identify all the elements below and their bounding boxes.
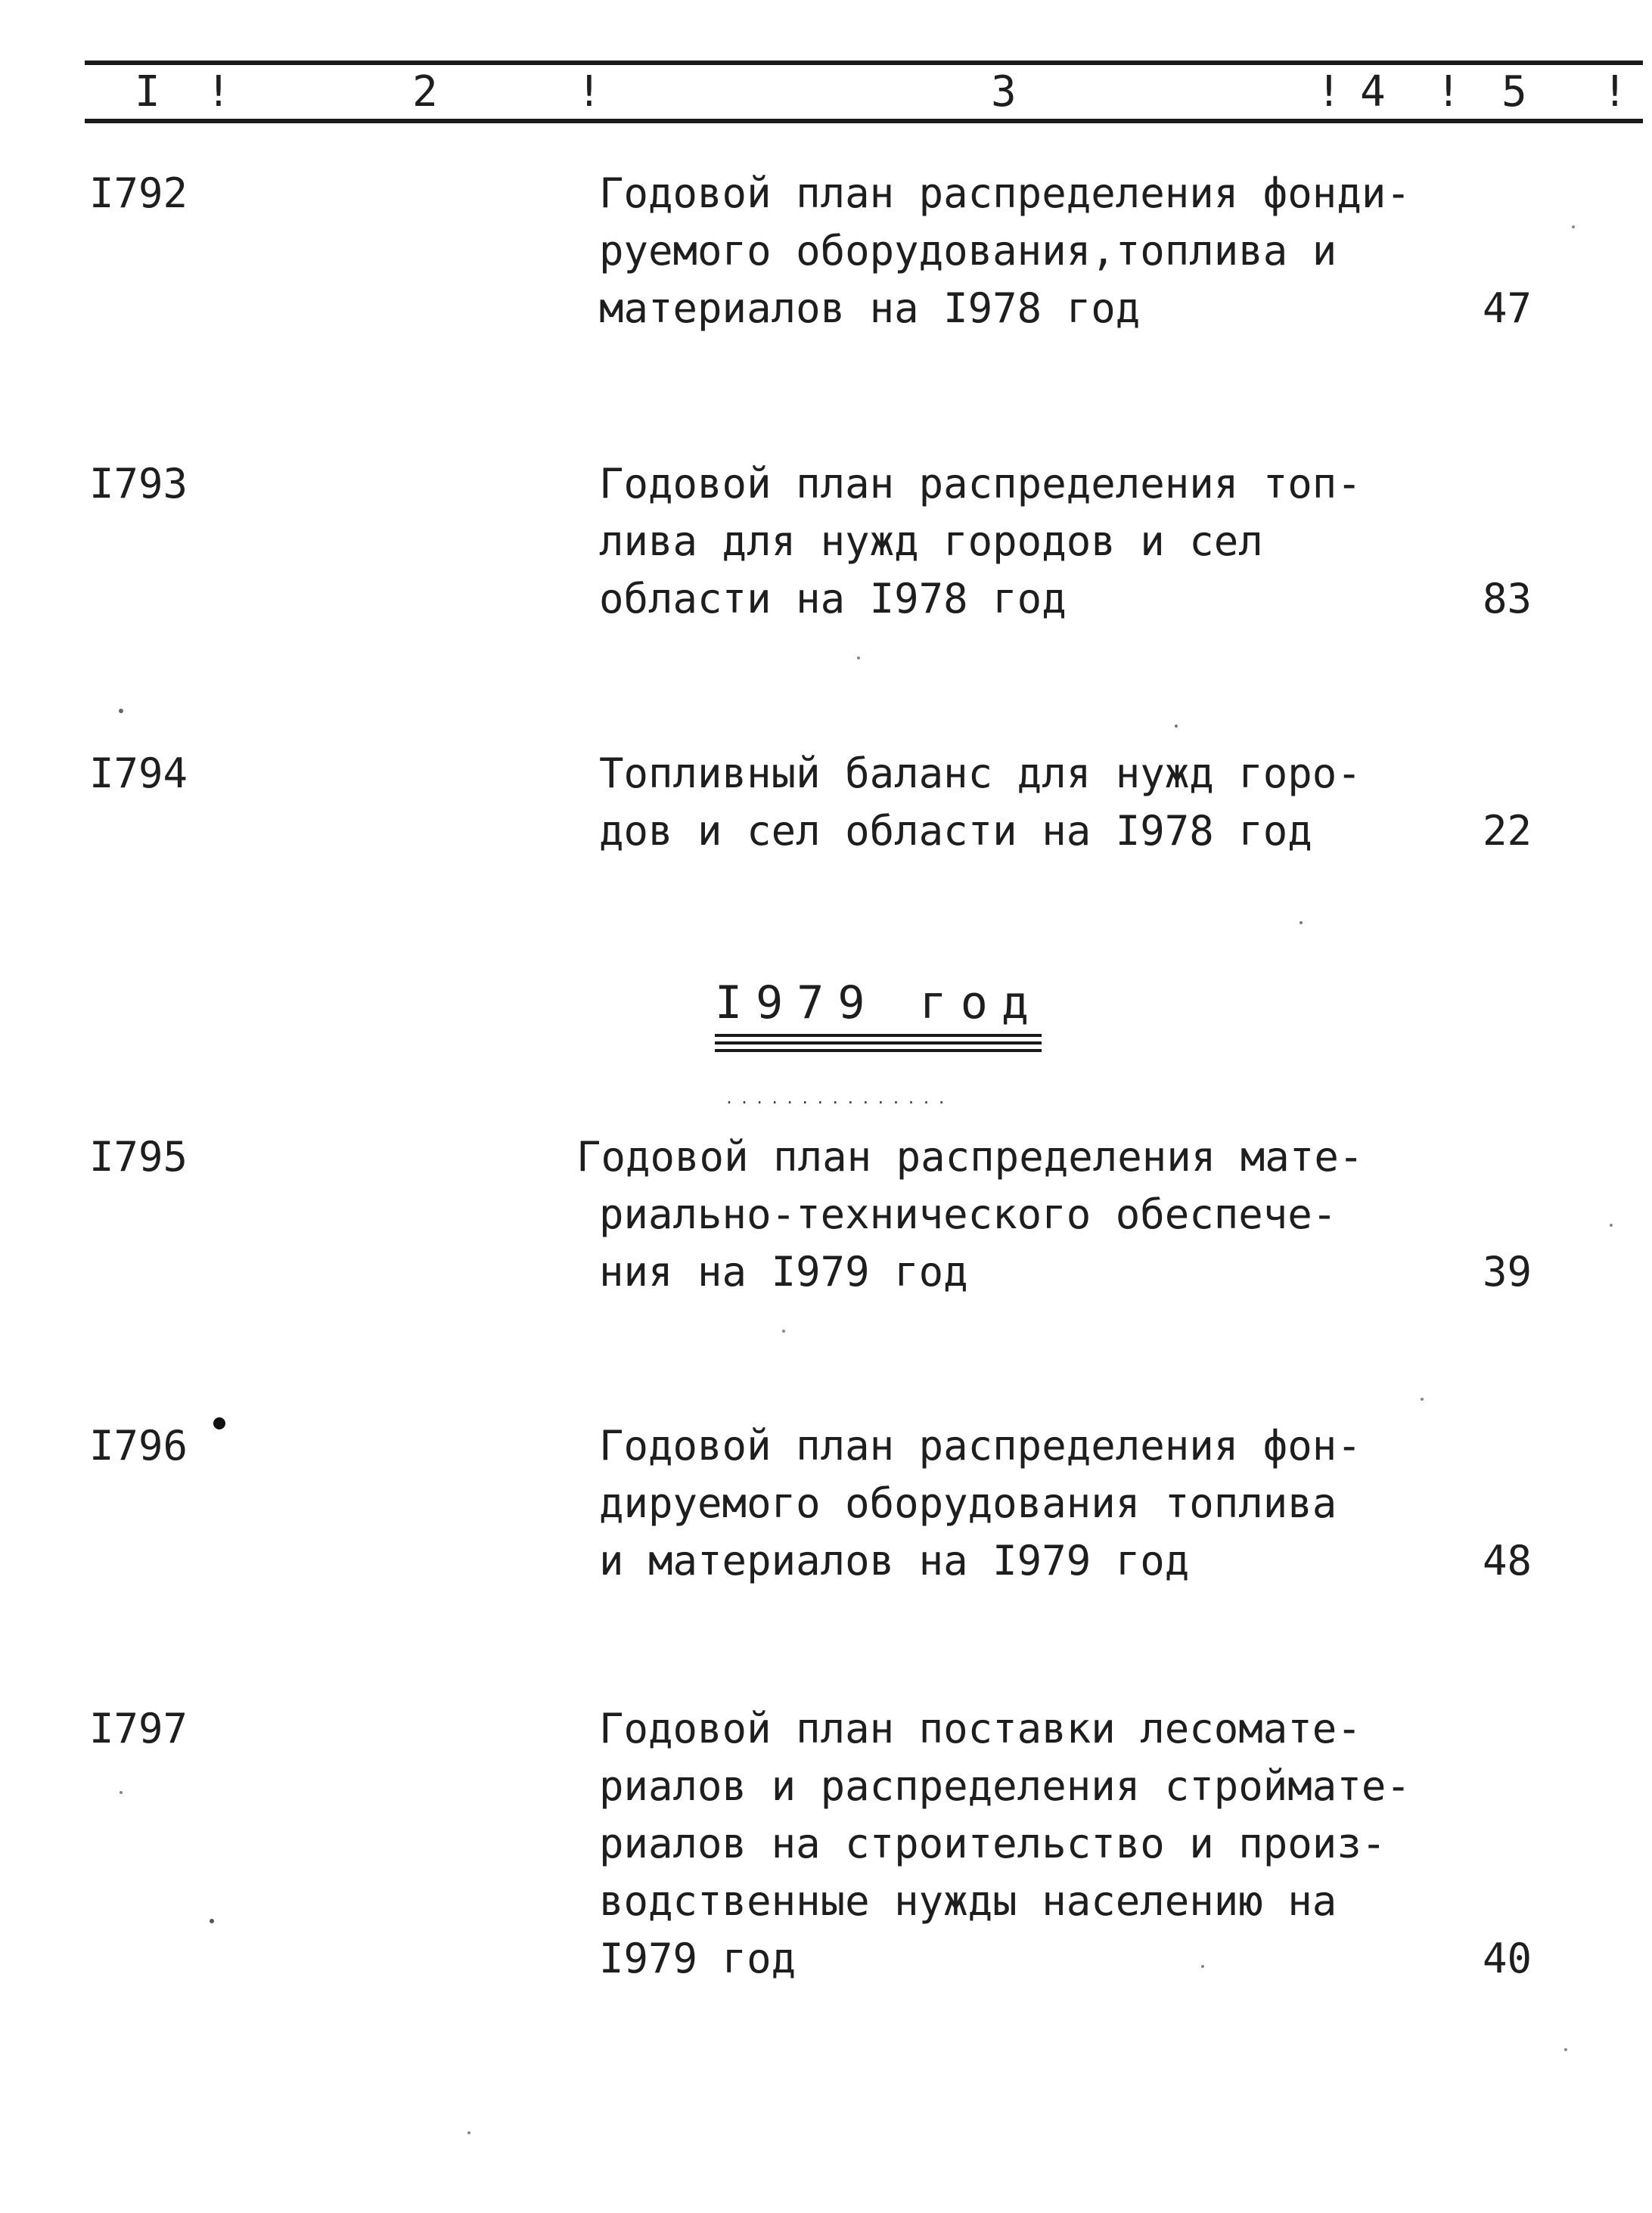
description-line: области на I978 год <box>599 575 1067 622</box>
description-line: риалов и распределения строймате- <box>599 1762 1411 1810</box>
description-line: лива для нужд городов и сел <box>599 517 1263 565</box>
description-line: дов и сел области на I978 год <box>599 807 1312 855</box>
column-header-5: 5 <box>1501 67 1527 116</box>
description-line: Топливный баланс для нужд горо- <box>599 750 1362 797</box>
page-count: 40 <box>1483 1935 1532 1982</box>
heading-underline <box>715 1049 1042 1052</box>
page-count: 83 <box>1483 575 1532 622</box>
column-separator: ! <box>1436 67 1461 116</box>
page-count: 39 <box>1483 1248 1532 1296</box>
description-line: водственные нужды населению на <box>599 1877 1337 1925</box>
column-header-3: 3 <box>991 67 1017 116</box>
column-separator: ! <box>1602 67 1628 116</box>
entry-number: I796 <box>89 1422 188 1470</box>
heading-dotted-line: ............... <box>725 1089 952 1107</box>
column-header-2: 2 <box>412 67 438 116</box>
entry-description <box>599 455 1393 628</box>
entry-description <box>599 745 1393 860</box>
column-header-4: 4 <box>1360 67 1386 116</box>
description-line: Годовой план распределения фон- <box>599 1422 1362 1470</box>
description-line: Годовой план распределения мате- <box>576 1133 1364 1181</box>
description-line: I979 год <box>599 1935 796 1982</box>
entry-description <box>599 1700 1411 1988</box>
entry-number: I793 <box>89 460 188 507</box>
description-line: и материалов на I979 год <box>599 1537 1190 1584</box>
column-header-1: I <box>135 67 160 116</box>
description-line: Годовой план распределения фонди- <box>599 169 1411 217</box>
description-line: руемого оборудования,топлива и <box>599 227 1337 275</box>
page-count: 48 <box>1483 1537 1532 1584</box>
entry-number: I794 <box>89 750 188 797</box>
entry-description <box>599 165 1411 337</box>
page-count: 47 <box>1483 284 1532 332</box>
header-rule-bottom <box>85 119 1643 123</box>
column-separator: ! <box>1316 67 1342 116</box>
header-rule-top <box>85 61 1643 65</box>
column-separator: ! <box>206 67 231 116</box>
entry-description <box>599 1417 1393 1590</box>
entry-number: I792 <box>89 169 188 217</box>
section-heading-year: I979 год <box>715 976 1042 1029</box>
description-line: ния на I979 год <box>599 1248 968 1296</box>
entry-description <box>576 1128 1371 1301</box>
description-line: дируемого оборудования топлива <box>599 1479 1337 1527</box>
heading-underline <box>715 1034 1042 1037</box>
entry-number: I797 <box>89 1705 188 1752</box>
description-line: риально-технического обеспече- <box>599 1190 1337 1238</box>
description-line: Годовой план распределения топ- <box>599 460 1362 507</box>
heading-underline <box>715 1041 1042 1044</box>
column-separator: ! <box>576 67 602 116</box>
description-line: Годовой план поставки лесомате- <box>599 1705 1362 1752</box>
description-line: материалов на I978 год <box>599 284 1141 332</box>
page-count: 22 <box>1483 807 1532 855</box>
description-line: риалов на строительство и произ- <box>599 1820 1386 1867</box>
entry-number: I795 <box>89 1133 188 1181</box>
